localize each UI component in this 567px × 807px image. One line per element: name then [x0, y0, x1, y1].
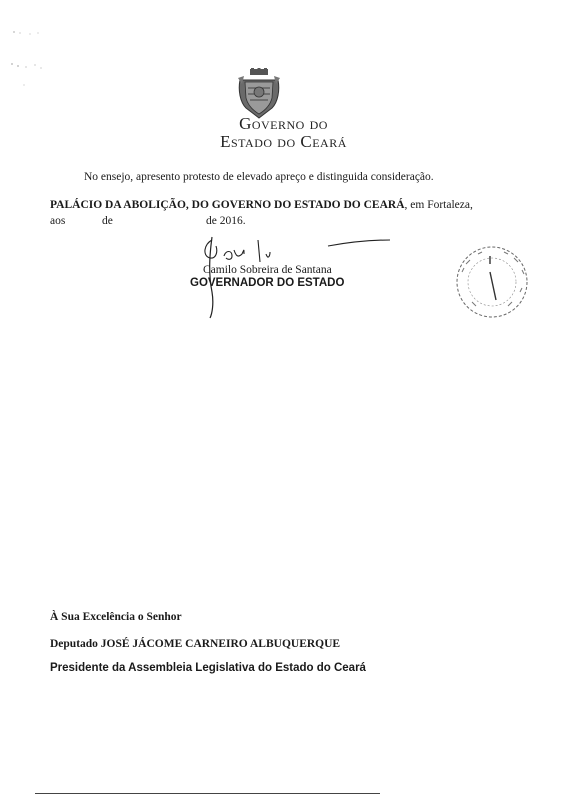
closing-sentence: No ensejo, apresento protesto de elevado apreço e distinguida consideração. [84, 171, 434, 183]
header-line-estado: Estado do Ceará [220, 132, 347, 151]
date-year: de 2016. [206, 215, 246, 227]
place-name: PALÁCIO DA ABOLIÇÃO, DO GOVERNO DO ESTADO DO CEARÁ [50, 199, 405, 211]
state-coat-of-arms-icon [236, 68, 282, 120]
scan-marks [8, 30, 48, 90]
addressee-role: Presidente da Assembleia Legislativa do Estado do Ceará [50, 662, 366, 674]
footer-divider [35, 793, 380, 794]
signatory-name: Camilo Sobreira de Santana [203, 264, 332, 276]
date-de: de [102, 215, 113, 227]
signatory-title: GOVERNADOR DO ESTADO [190, 277, 345, 289]
place-line [50, 199, 473, 211]
addressee-name: Deputado JOSÉ JÁCOME CARNEIRO ALBUQUERQUE [50, 638, 341, 650]
header-line-governo: Governo do [239, 114, 328, 133]
addressee-salutation: À Sua Excelência o Senhor [50, 611, 182, 623]
protocol-stamp [452, 242, 532, 322]
place-city: , em Fortaleza, [404, 199, 473, 211]
date-aos: aos [50, 215, 66, 227]
